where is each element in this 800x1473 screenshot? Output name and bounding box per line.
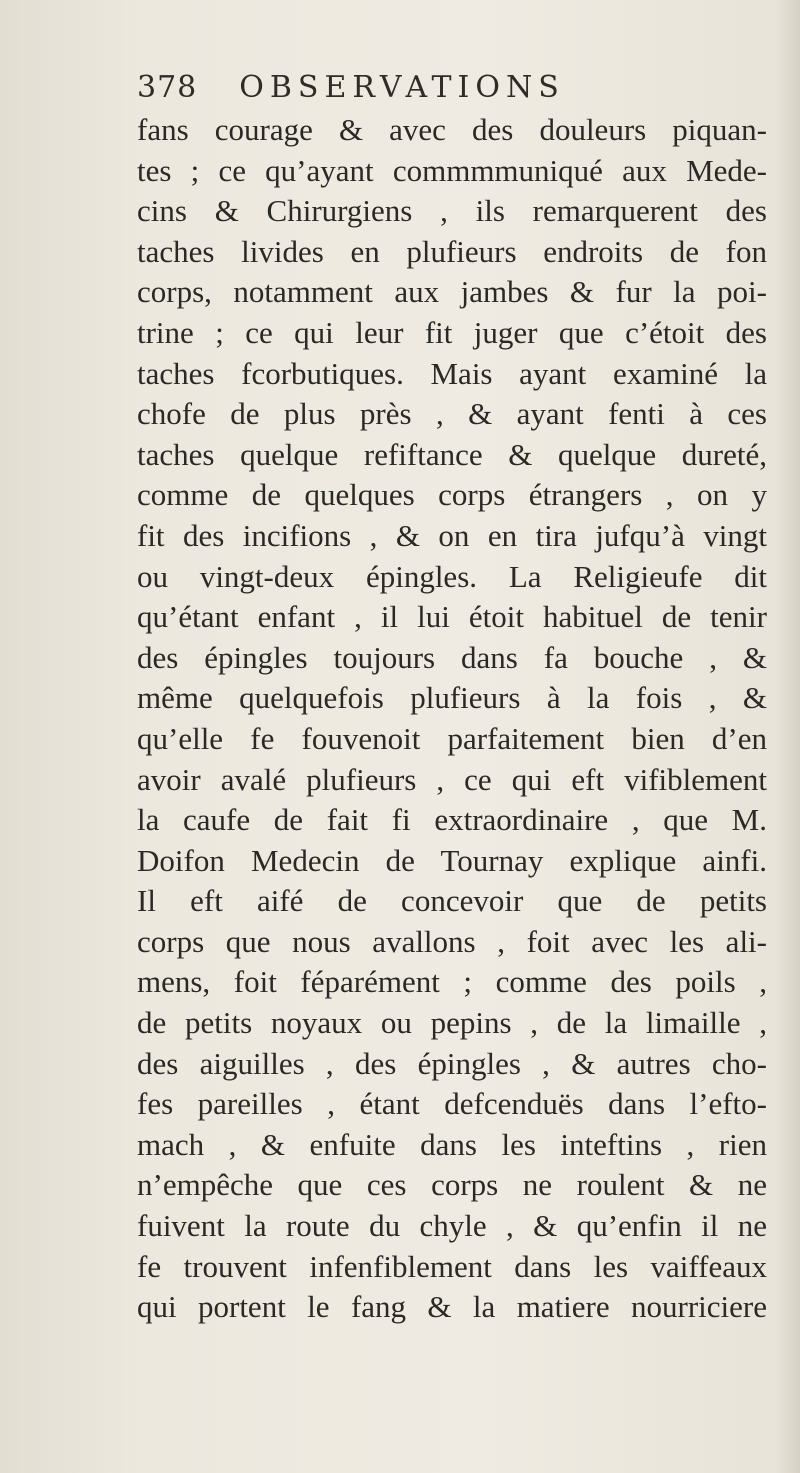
text-line: cins & Chirurgiens , ils remarquerent des <box>137 193 767 229</box>
text-line: fans courage & avec des douleurs piquan- <box>137 112 767 147</box>
text-line: fit des incifions , & on en tira jufqu’à vingt <box>137 517 767 553</box>
text-line: corps que nous avallons , foit avec les ali- <box>137 923 767 959</box>
text-line: mach , & enfuite dans les inteftins , rien <box>137 1126 767 1162</box>
text-line: chofe de plus près , & ayant fenti à ces <box>137 396 767 432</box>
text-line: la caufe de fait fi extraordinaire , que M. <box>137 802 767 838</box>
text-line: taches livides en plufieurs endroits de fon <box>137 233 767 269</box>
text-line: Doifon Medecin de Tournay explique ainfi. <box>137 842 767 878</box>
text-line: des épingles toujours dans fa bouche , & <box>137 639 767 675</box>
text-line: comme de quelques corps étrangers , on y <box>137 477 767 513</box>
text-line: des aiguilles , des épingles , & autres cho- <box>137 1045 767 1081</box>
text-line: Il eft aifé de concevoir que de petits <box>137 883 767 919</box>
text-line: fuivent la route du chyle , & qu’enfin il ne <box>137 1208 767 1244</box>
text-line: tes ; ce qu’ayant commmmuniqué aux Mede- <box>137 152 767 188</box>
text-line: fes pareilles , étant defcenduës dans l’efto- <box>137 1086 767 1122</box>
text-line: trine ; ce qui leur fit juger que c’étoit des <box>137 314 767 350</box>
text-line: taches fcorbutiques. Mais ayant examiné la <box>137 355 767 391</box>
text-line: n’empêche que ces corps ne roulent & ne <box>137 1167 767 1203</box>
text-line: fe trouvent infenfiblement dans les vaiffeaux <box>137 1248 767 1284</box>
text-line: de petits noyaux ou pepins , de la limaille , <box>137 1005 767 1041</box>
text-line: qu’étant enfant , il lui étoit habituel de tenir <box>137 599 767 635</box>
text-line: qui portent le fang & la matiere nourriciere <box>137 1289 767 1325</box>
text-line: taches quelque refiftance & quelque dureté, <box>137 436 767 472</box>
text-line: mens, foit féparément ; comme des poils , <box>137 964 767 1000</box>
running-head: OBSERVATIONS <box>239 70 565 105</box>
text-line: corps, notamment aux jambes & fur la poi- <box>137 274 767 310</box>
text-line: qu’elle fe fouvenoit parfaitement bien d’en <box>137 720 767 756</box>
page-edge-shadow <box>774 0 800 1473</box>
page-number: 378 <box>137 70 198 105</box>
page-header <box>137 70 565 105</box>
text-line: avoir avalé plufieurs , ce qui eft vifiblement <box>137 761 767 797</box>
body-text <box>137 110 767 1328</box>
text-line: ou vingt-deux épingles. La Religieufe dit <box>137 558 767 594</box>
text-line: même quelquefois plufieurs à la fois , & <box>137 680 767 716</box>
